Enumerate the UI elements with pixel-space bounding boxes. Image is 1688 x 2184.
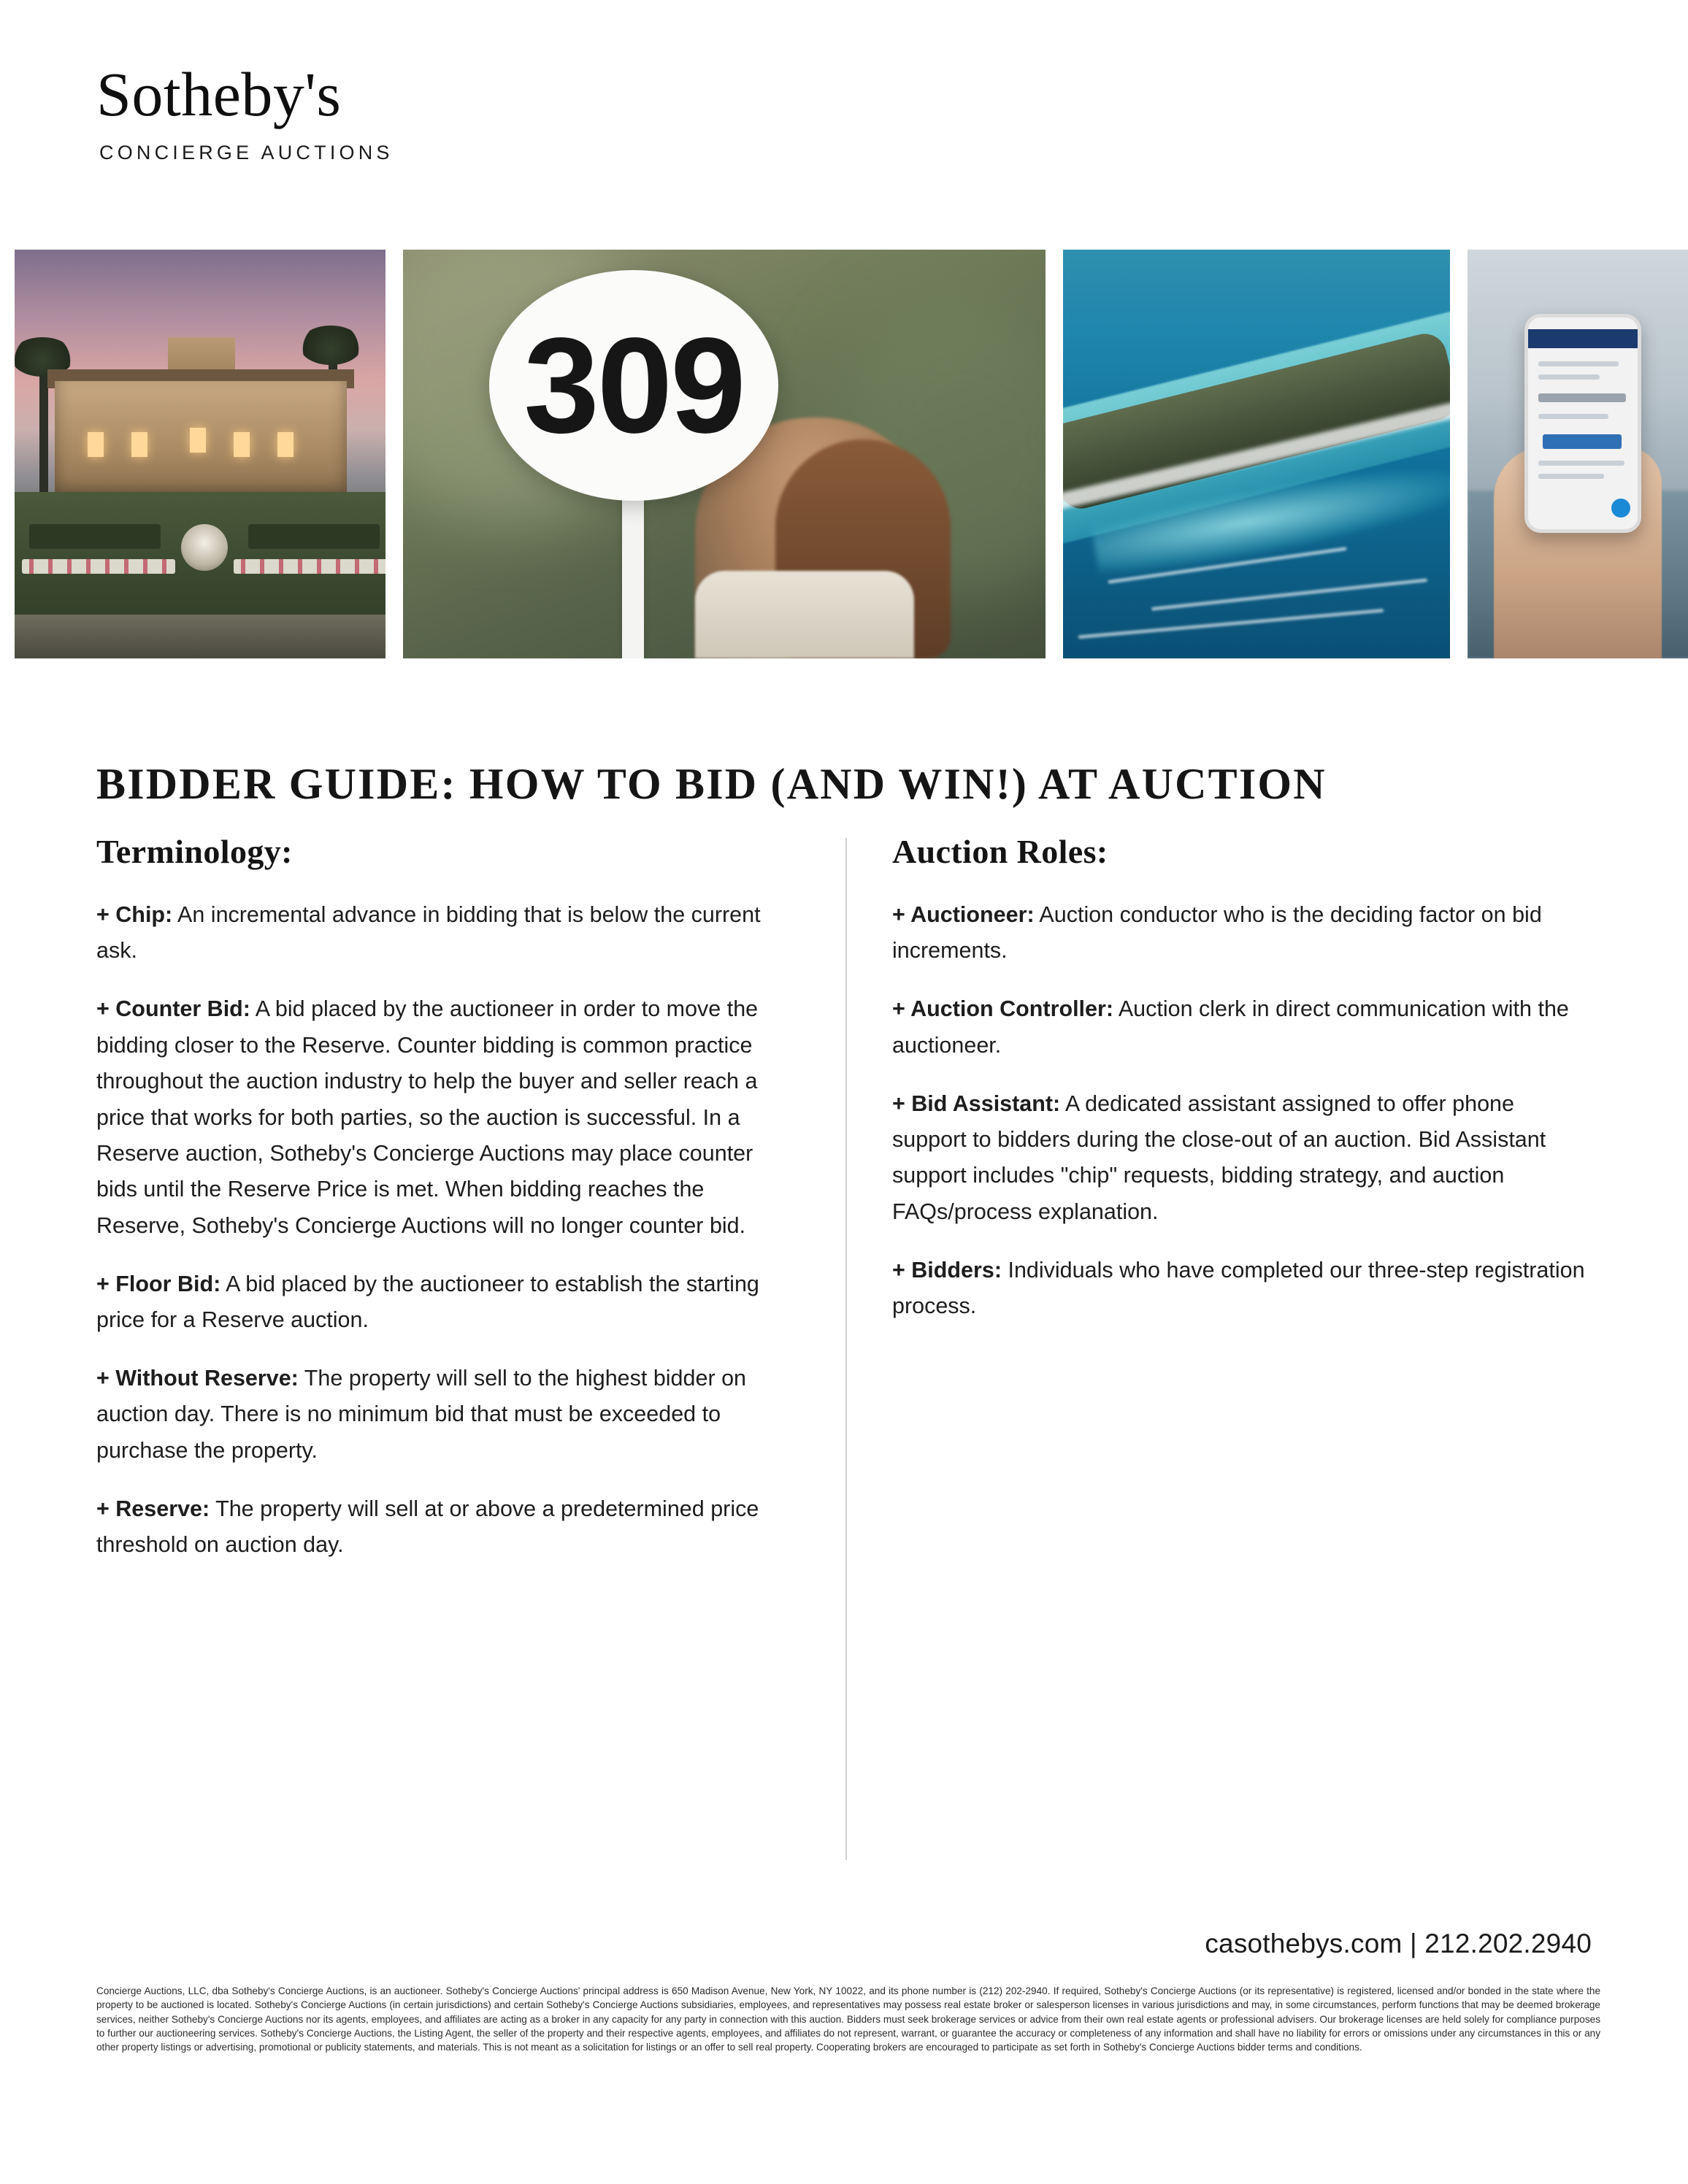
role-auctioneer xyxy=(892,897,1593,969)
hero-image-strip xyxy=(15,250,1673,658)
term-counter-bid-label: + Counter Bid: xyxy=(96,996,250,1022)
term-reserve xyxy=(96,1491,797,1564)
auction-roles-heading: Auction Roles: xyxy=(892,833,1108,870)
brand-tagline: CONCIERGE AUCTIONS xyxy=(99,142,394,164)
phone-photo xyxy=(1468,250,1688,658)
role-auction-controller-text: Auction clerk in direct communication with the auctioneer. xyxy=(892,996,1569,1058)
term-chip-label: + Chip: xyxy=(96,902,173,927)
term-floor-bid-text: A bid placed by the auctioneer to establish the starting price for a Reserve auction. xyxy=(96,1271,759,1333)
term-reserve-text: The property will sell at or above a predetermined price threshold on auction day. xyxy=(96,1496,759,1558)
term-counter-bid-text: A bid placed by the auctioneer in order to move the bidding closer to the Reserve. Counter bidding is common practice throughout the auction industry to help the buyer and seller reach a price that works for both parties, so the auction is successful. In a Reserve auction, Sotheby's Concierge Auctions may place counter bids until the Reserve Price is met. When bidding reaches the Reserve, Sotheby's Concierge Auctions will no longer counter bid. xyxy=(96,996,759,1238)
island-photo xyxy=(1063,250,1450,658)
legal-disclaimer: Concierge Auctions, LLC, dba Sotheby's Concierge Auctions, is an auctioneer. Sotheby's Concierge Auctions' principal address is 650 Madison Avenue, New York, NY 10022, and its phone number is (212) 202-2940. If required, Sotheby's Concierge Auctions (or its representative) is registered, licensed and/or bonded in the state where the property to be auctioned is located. Sotheby's Concierge Auctions (in certain jurisdictions) and certain Sotheby's Concierge Auctions subsidiaries, employees, and representatives may possess real estate broker or salesperson licenses in various jurisdictions and may, in some circumstances, perform functions that may be deemed brokerage services, neither Sotheby's Concierge Auctions nor its agents, employees, and affiliates are acting as a broker in any capacity for any party in connection with this auction. Bidders must seek brokerage services or advice from their own real estate agents or professional advisers. Our brokerage licenses are held solely for compliance purposes to further our auctioneering services. Sotheby's Concierge Auctions, the Listing Agent, the seller of the property and their respective agents, employees, and affiliates do not represent, warrant, or guarantee the accuracy or completeness of any information and shall have no liability for errors or omissions under any circumstances in this or any other property listings or advertising, promotional or publicity statements, and materials. This is not meant as a solicitation for listings or an offer to sell real property. Cooperating brokers are encouraged to participate as set forth in Sotheby's Concierge Auctions bidder terms and conditions. xyxy=(96,1985,1600,2053)
role-bidders xyxy=(892,1253,1593,1325)
auction-paddle xyxy=(489,270,778,501)
role-bidders-label: + Bidders: xyxy=(892,1257,1002,1283)
page-title: BIDDER GUIDE: HOW TO BID (AND WIN!) AT AUCTION xyxy=(96,760,1327,809)
role-bid-assistant-label: + Bid Assistant: xyxy=(892,1091,1061,1116)
role-auction-controller xyxy=(892,991,1593,1064)
term-without-reserve-text: The property will sell to the highest bidder on auction day. There is no minimum bid that must be exceeded to purchase the property. xyxy=(96,1365,747,1463)
role-bid-assistant-text: A dedicated assistant assigned to offer phone support to bidders during the close-out of an auction. Bid Assistant support includes "chip" requests, bidding strategy, and auction FAQs/process explanation. xyxy=(892,1091,1546,1224)
role-auctioneer-text: Auction conductor who is the deciding factor on bid increments. xyxy=(892,902,1542,964)
estate-photo xyxy=(15,250,385,658)
role-auctioneer-label: + Auctioneer: xyxy=(892,902,1035,927)
column-divider xyxy=(845,838,847,1860)
role-bidders-text: Individuals who have completed our three-step registration process. xyxy=(892,1257,1585,1319)
auction-roles-column xyxy=(892,832,1593,1347)
term-chip xyxy=(96,897,797,969)
brand-name: Sotheby's xyxy=(96,59,342,129)
terminology-heading: Terminology: xyxy=(96,833,293,870)
term-floor-bid-label: + Floor Bid: xyxy=(96,1271,221,1296)
terminology-column xyxy=(96,832,797,1585)
term-without-reserve-label: + Without Reserve: xyxy=(96,1365,299,1391)
term-chip-text: An incremental advance in bidding that is below the current ask. xyxy=(96,902,761,964)
phone-device xyxy=(1524,314,1641,533)
role-bid-assistant xyxy=(892,1086,1593,1231)
term-floor-bid xyxy=(96,1266,797,1339)
term-counter-bid xyxy=(96,991,797,1244)
term-without-reserve xyxy=(96,1361,797,1469)
role-auction-controller-label: + Auction Controller: xyxy=(892,996,1114,1022)
contact-info[interactable]: casothebys.com | 212.202.2940 xyxy=(1205,1929,1592,1958)
brand-logo xyxy=(96,59,394,164)
paddle-number: 309 xyxy=(523,309,744,461)
paddle-photo xyxy=(403,250,1046,658)
term-reserve-label: + Reserve: xyxy=(96,1496,210,1521)
